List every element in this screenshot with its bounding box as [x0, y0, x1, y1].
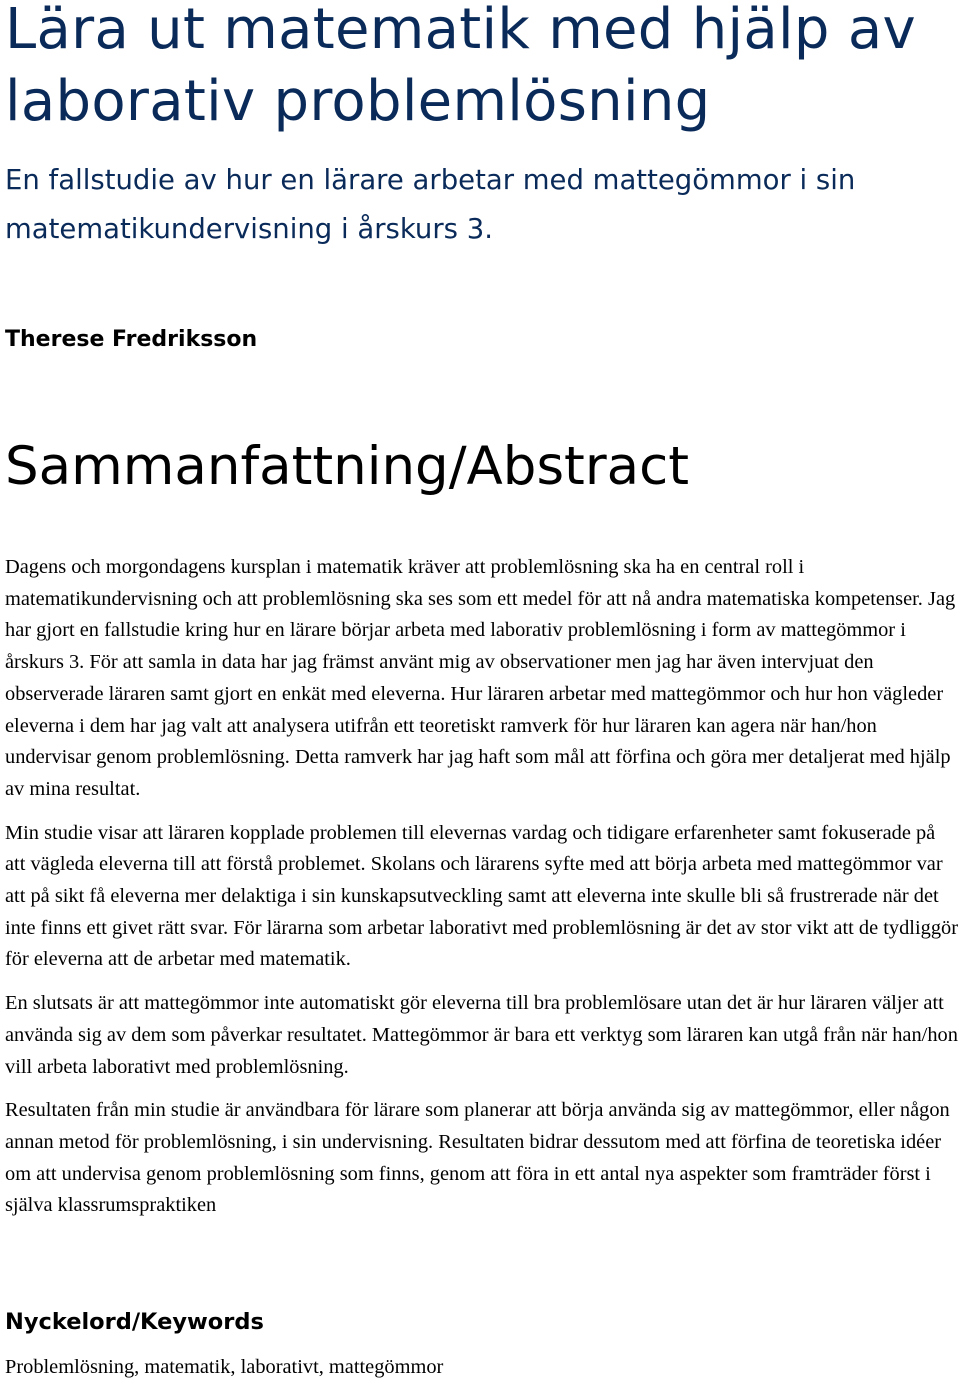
- abstract-paragraph: Min studie visar att läraren kopplade problemen till elevernas vardag och tidigare erfarenheter samt fokuserade på att vägleda eleverna till att förstå problemet. Skolans och lärarens syfte med att börja arbeta med mattegömmor var att på sikt få eleverna mer delaktiga i sin kunskapsutveckling samt att eleverna inte skulle bli så frustrerade när det inte finns ett givet rätt svar. För lärarna som arbetar laborativt med problemlösning är det av stor vikt att de tydliggör för eleverna att de arbetar med matematik.: [5, 821, 959, 971]
- author-name: Therese Fredriksson: [5, 327, 258, 352]
- document-subtitle: En fallstudie av hur en lärare arbetar med mattegömmor i sin matematikundervisning i årskurs 3.: [5, 164, 856, 245]
- abstract-paragraph: Dagens och morgondagens kursplan i matematik kräver att problemlösning ska ha en central roll i matematikundervisning och att problemlösning ska ses som ett medel för att nå andra matematiska kompetenser. Jag har gjort en fallstudie kring hur en lärare börjar arbeta med laborativ problemlösning i form av mattegömmor i årskurs 3. För att samla in data har jag främst använt mig av observationer men jag har även intervjuat den observerade läraren samt gjort en enkät med eleverna. Hur läraren arbetar med mattegömmor och hur hon vägleder eleverna i dem har jag valt att analysera utifrån ett teoretiskt ramverk för hur läraren kan agera när han/hon undervisar genom problemlösning. Detta ramverk har jag haft som mål att förfina och göra mer detaljerat med hjälp av mina resultat.: [5, 556, 956, 800]
- document-title: Lära ut matematik med hjälp av laborativ problemlösning: [5, 0, 916, 134]
- abstract-paragraph: Resultaten från min studie är användbara för lärare som planerar att börja använda sig av mattegömmor, eller någon annan metod för problemlösning, i sin undervisning. Resultaten bidrar dessutom med att förfina de teoretiska idéer om att undervisa genom problemlösning som finns, genom att föra in ett antal nya aspekter som framträder först i själva klassrumspraktiken: [5, 1099, 950, 1217]
- keywords-list: Problemlösning, matematik, laborativt, mattegömmor: [5, 1356, 444, 1378]
- keywords-heading: Nyckelord/Keywords: [5, 1309, 264, 1335]
- abstract-body: [5, 552, 959, 1234]
- abstract-heading: Sammanfattning/Abstract: [5, 436, 690, 497]
- abstract-paragraph: En slutsats är att mattegömmor inte automatiskt gör eleverna till bra problemlösare utan det är hur läraren väljer att använda sig av dem som påverkar resultatet. Mattegömmor är bara ett verktyg som läraren kan utgå från när han/hon vill arbeta laborativt med problemlösning.: [5, 992, 958, 1078]
